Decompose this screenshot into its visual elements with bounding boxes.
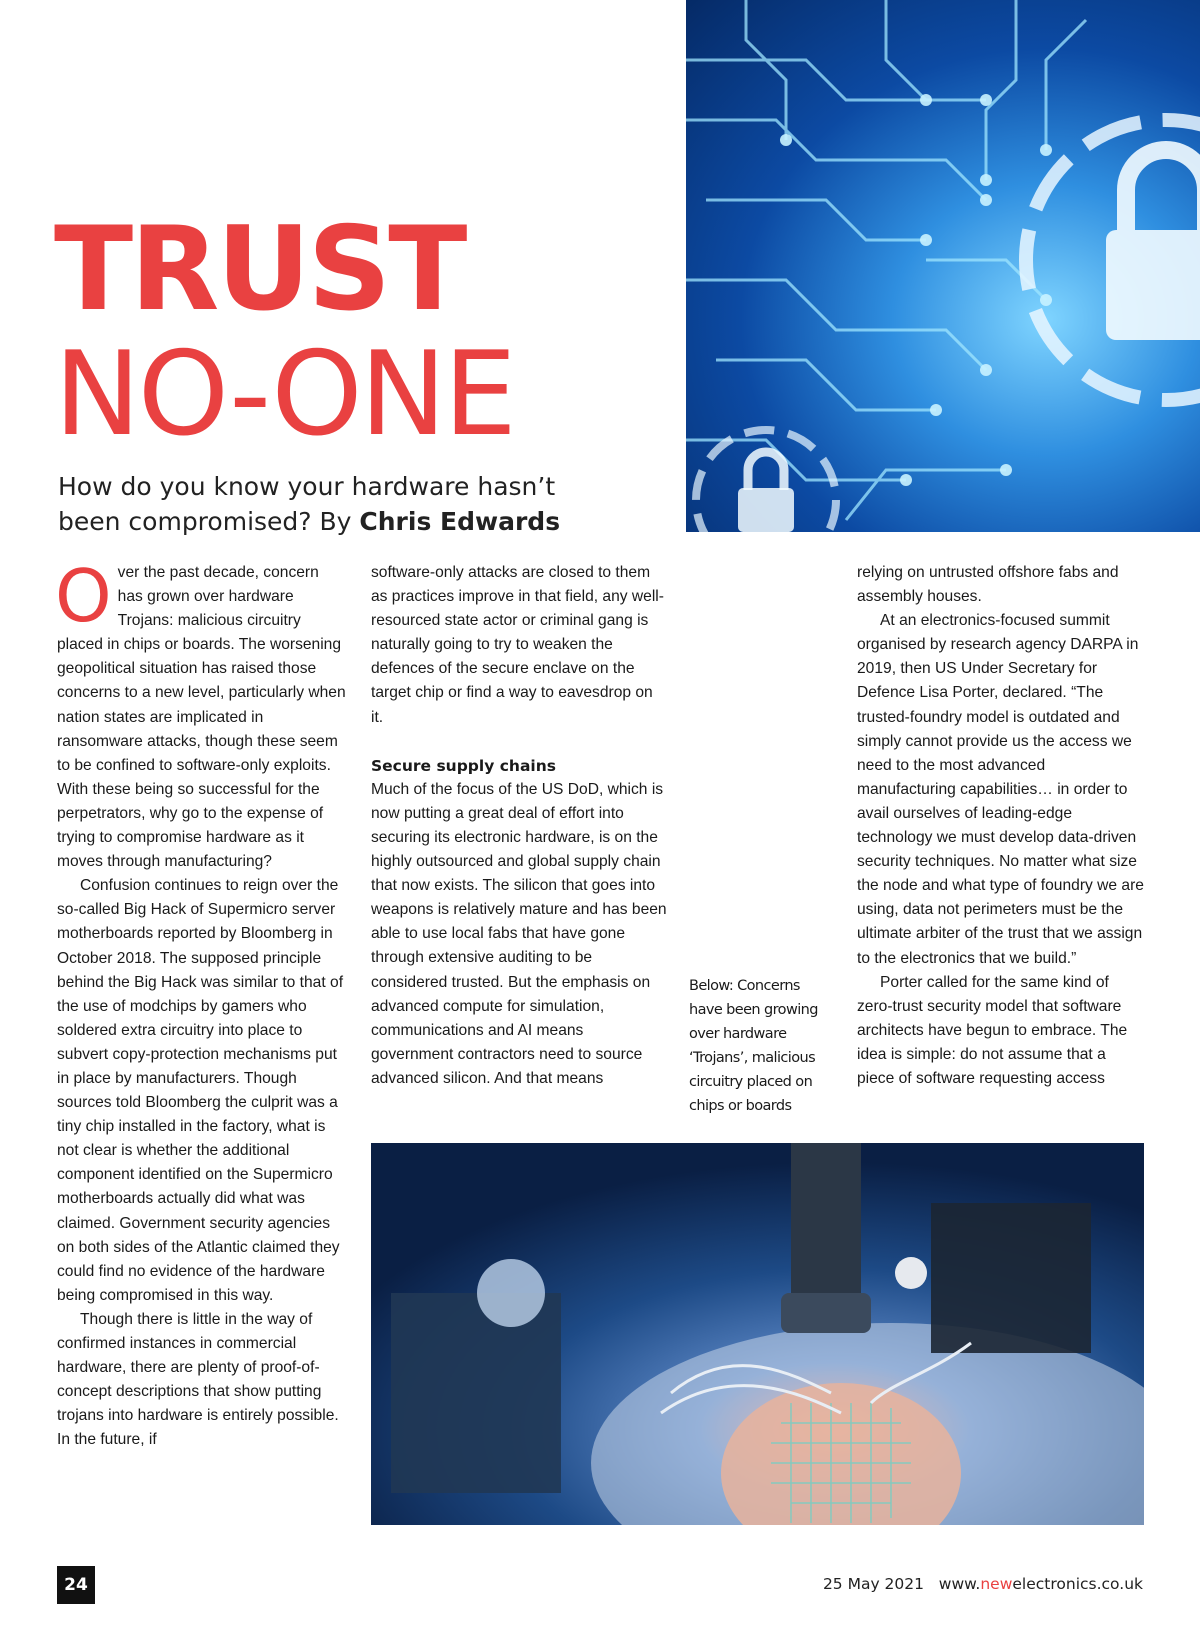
paragraph-3: Though there is little in the way of confirmed instances in commercial hardware, there are plenty of proof-of-concept descriptions that show putting trojans into hardware is entirely possible. In the future, if — [57, 1310, 339, 1449]
probe-station-graphic — [371, 1143, 1144, 1525]
paragraph-1-text: ver the past decade, concern has grown over hardware Trojans: malicious circuitry placed in chips or boards. The worsening geopolitical situation has raised those concerns to a new level, particularly when nation states are implicated in ransomware attacks, though these seem to be confined to software-only exploits. With these being so successful for the perpetrators, why go to the expense of trying to compromise hardware as it moves through manufacturing? — [57, 564, 346, 871]
site-url[interactable] — [939, 1575, 1143, 1593]
url-brand: new — [980, 1575, 1013, 1593]
standfirst-text: How do you know your hardware hasn’t been compromised? By — [58, 472, 556, 536]
url-prefix: www. — [938, 1575, 981, 1593]
padlock-icon — [1026, 120, 1200, 400]
headline-line-2: NO-ONE — [54, 327, 514, 462]
wafer-probe-photo — [371, 1143, 1144, 1525]
url-suffix: electronics.co.uk — [1012, 1575, 1143, 1593]
footer-info — [823, 1575, 1143, 1593]
issue-date: 25 May 2021 — [822, 1575, 925, 1593]
article-column-3 — [857, 561, 1147, 1091]
paragraph-7: At an electronics-focused summit organised by research agency DARPA in 2019, then US Under Secretary for Defence Lisa Porter, declared. “The trusted-foundry model is outdated and simply cannot provide us the access we need to the most advanced manufacturing capabilities… in order to avail ourselves of leading-edge technology we must develop data-driven security techniques. No matter what size the node and what type of foundry we are using, data not perimeters must be the ultimate arbiter of the trust that we assign to the electronics that we build.” — [857, 612, 1144, 967]
paragraph-5: Much of the focus of the US DoD, which is now putting a great deal of effort into securing its electronic hardware, is on the highly outsourced and global supply chain that now exists. The silicon that goes into weapons is relatively mature and has been able to use local fabs that have gone through extensive auditing to be considered trusted. But the emphasis on advanced compute for simulation, communications and AI means government contractors need to source advanced silicon. And that means — [371, 780, 667, 1087]
drop-cap: O — [55, 554, 112, 638]
paragraph-2: Confusion continues to reign over the so-called Big Hack of Supermicro server motherboards reported by Bloomberg in October 2018. The supposed principle behind the Big Hack was similar to that of the use of modchips by gamers who soldered extra circuitry into place to subvert copy-protection mechanisms put in place by manufacturers. Though sources told Bloomberg the culprit was a tiny chip installed in the factory, what is not clear is whether the additional component identified on the Supermicro motherboards actually did what was claimed. Government security agencies on both sides of the Atlantic claimed they could find no evidence of the hardware being compromised in this way. — [57, 877, 344, 1304]
paragraph-8: Porter called for the same kind of zero-trust security model that software architects have begun to embrace. The idea is simple: do not assume that a piece of software requesting access — [857, 973, 1128, 1087]
headline-line-1: TRUST — [54, 202, 465, 337]
standfirst — [58, 469, 618, 539]
article-column-2 — [371, 561, 667, 1091]
paragraph-6: relying on untrusted offshore fabs and assembly houses. — [857, 564, 1119, 606]
author-name: Chris Edwards — [359, 507, 561, 536]
page-number: 24 — [57, 1566, 95, 1604]
hero-circuit-image — [686, 0, 1200, 532]
paragraph-4: software-only attacks are closed to them as practices improve in that field, any well-resourced state actor or criminal gang is naturally going to try to weaken the defences of the secure enclave on the target chip or find a way to eavesdrop on it. — [371, 564, 664, 726]
image-caption: Below: Concerns have been growing over hardware ‘Trojans’, malicious circuitry placed on chips or boards — [689, 978, 818, 1115]
circuit-board-graphic — [686, 0, 1200, 532]
paragraph-1 — [55, 554, 347, 874]
subheading: Secure supply chains — [371, 756, 556, 775]
article-column-1 — [55, 554, 347, 1452]
